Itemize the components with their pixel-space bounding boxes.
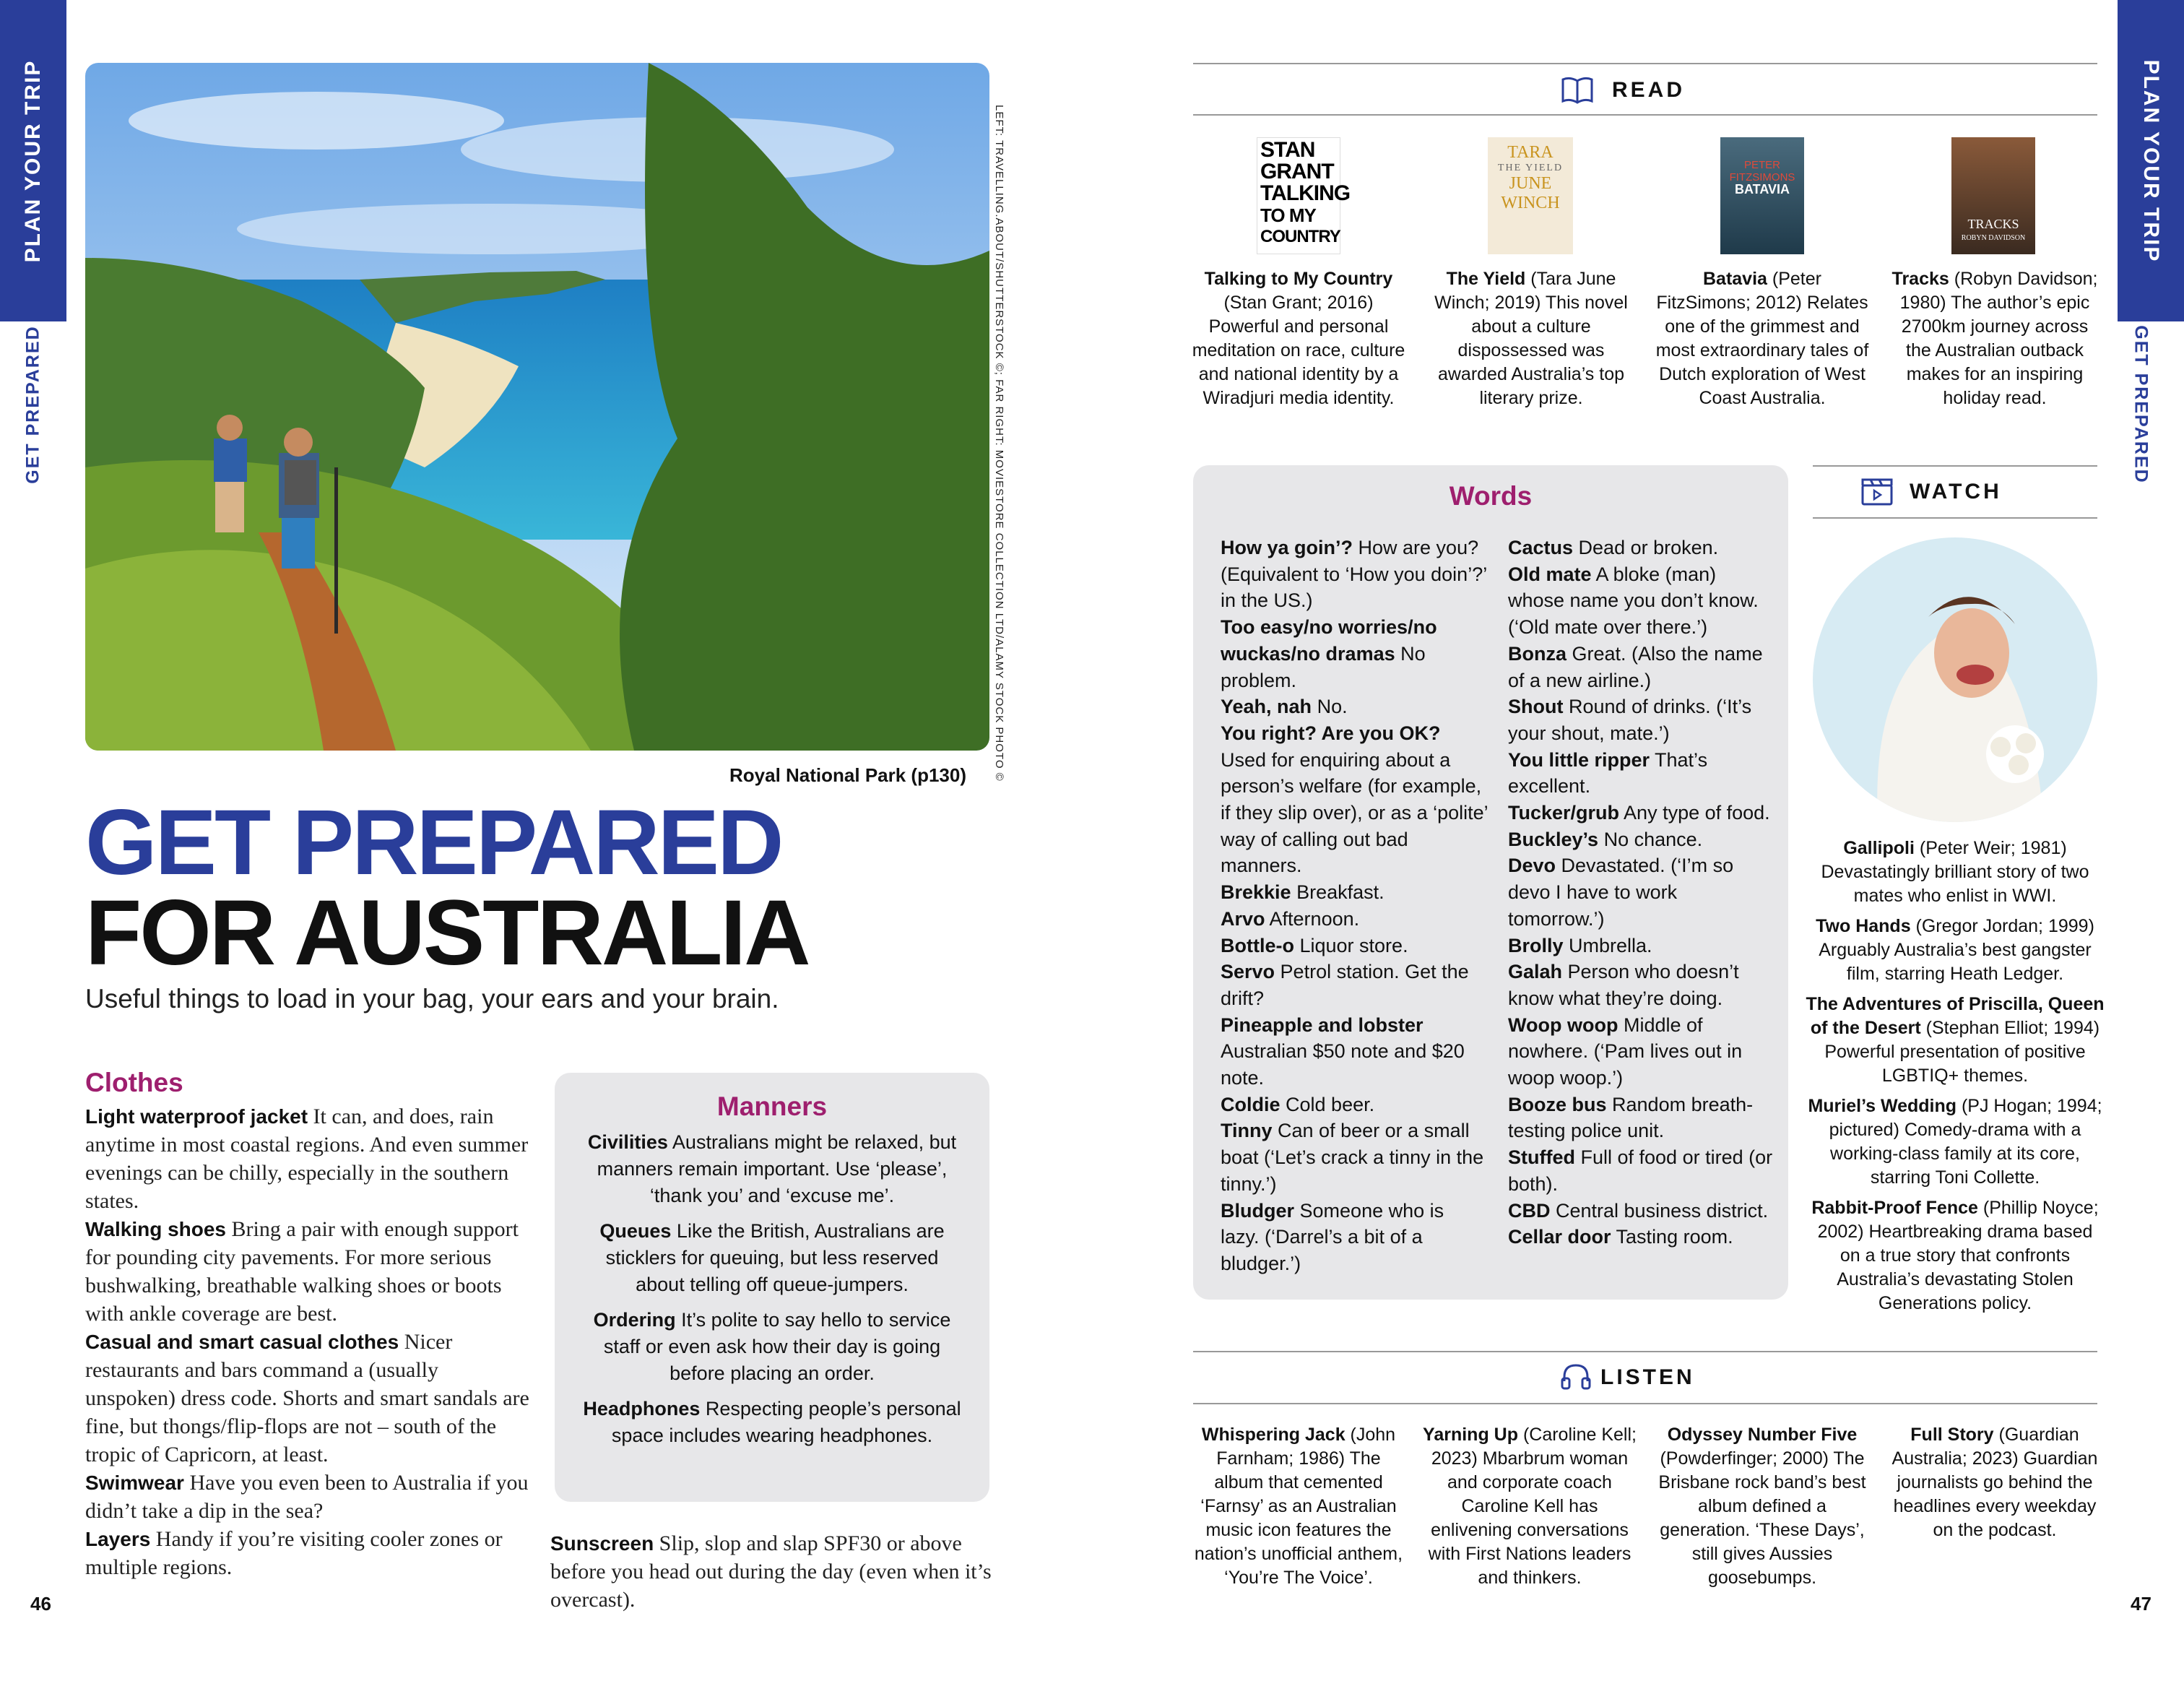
- cover-text: TRACKS: [1967, 217, 2019, 231]
- cover-text: PETER: [1743, 159, 1780, 171]
- headphones-icon: [1560, 1361, 1592, 1391]
- word-def: Breakfast.: [1291, 881, 1384, 904]
- clothes-term: Layers: [85, 1528, 151, 1550]
- clothes-text: Slip, slop and slap SPF30 or above before you head out during the day (even when it’s overcast).: [550, 1531, 992, 1612]
- word-def: Great. (Also the name of a new airline.): [1508, 642, 1763, 691]
- word-def: Cold beer.: [1280, 1093, 1375, 1115]
- film-entry: [1806, 1094, 2105, 1190]
- listen-item-text: (Powderfinger; 2000) The Brisbane rock band’s best album defined a generation. ‘These Days’, still gives Aussies goosebumps.: [1658, 1448, 1866, 1588]
- film-text: (Phillip Noyce; 2002) Heartbreaking drama based on a true story that confronts Australia’s devastating Stolen Generations policy.: [1817, 1198, 2099, 1313]
- word-entry: [1508, 1092, 1775, 1144]
- film-text: (Stephan Elliot; 1994) Powerful presentation of positive LGBTIQ+ themes.: [1824, 1018, 2100, 1086]
- word-def: No chance.: [1598, 828, 1703, 850]
- clothes-term: Swimwear: [85, 1472, 184, 1494]
- manners-item: [581, 1129, 963, 1209]
- clothes-section: [85, 1068, 533, 1581]
- book-title: Talking to My Country: [1204, 269, 1393, 289]
- word-term: How ya goin’?: [1221, 537, 1353, 558]
- sunscreen-item: [550, 1529, 998, 1614]
- word-def: Any type of food.: [1619, 802, 1770, 824]
- word-entry: [1508, 800, 1775, 826]
- clothes-term: Light waterproof jacket: [85, 1105, 308, 1128]
- film-title: Muriel’s Wedding: [1808, 1096, 1957, 1116]
- cover-text: FITZSIMONS: [1729, 171, 1795, 183]
- manners-term: Ordering: [593, 1309, 676, 1331]
- cover-text: TARA: [1507, 143, 1554, 162]
- manners-item: [581, 1396, 963, 1449]
- word-term: Tucker/grub: [1508, 802, 1620, 824]
- word-term: Coldie: [1221, 1093, 1280, 1115]
- word-entry: [1221, 879, 1488, 906]
- clothes-list: [85, 1102, 533, 1581]
- word-def: Australian $50 note and $20 note.: [1221, 1040, 1465, 1089]
- word-term: Yeah, nah: [1221, 696, 1312, 718]
- film-text: (Gregor Jordan; 1999) Arguably Australia’s best gangster film, starring Heath Ledger.: [1819, 916, 2094, 984]
- word-term: Cactus: [1508, 537, 1574, 558]
- word-def: No.: [1312, 696, 1348, 718]
- book-text: (Stan Grant; 2016) Powerful and personal meditation on race, culture and national identity by a Wiradjuri media identity.: [1192, 293, 1405, 408]
- clothes-term: Walking shoes: [85, 1218, 227, 1240]
- clothes-item: [85, 1215, 533, 1328]
- word-def: Used for enquiring about a person’s welfare (for example, if they slip over), or as a ‘polite’ way of calling out bad manners.: [1221, 748, 1488, 877]
- word-term: Woop woop: [1508, 1014, 1618, 1036]
- cover-text: GRANT: [1260, 160, 1334, 183]
- word-term: CBD: [1508, 1199, 1551, 1222]
- cover-text: STAN: [1260, 138, 1315, 162]
- listen-entry: [1886, 1423, 2103, 1542]
- film-entry: [1806, 837, 2105, 908]
- manners-text: Respecting people’s personal space includes wearing headphones.: [611, 1398, 961, 1446]
- chapter-label-right: GET PREPARED: [2131, 325, 2152, 484]
- word-def: How are you? (Equivalent to ‘How you doin’?’ in the US.): [1221, 537, 1487, 612]
- manners-title: Manners: [716, 1092, 828, 1121]
- side-tab-left: [0, 0, 66, 321]
- book-text: (Peter FitzSimons; 2012) Relates one of the grimmest and most extraordinary tales of Dutch exploration of West Coast Australia.: [1655, 269, 1869, 408]
- word-term: Brolly: [1508, 934, 1564, 956]
- divider: [1193, 1351, 2097, 1352]
- word-def: Middle of nowhere. (‘Pam lives out in woop woop.’): [1508, 1014, 1743, 1089]
- book-desc: [1655, 267, 1869, 410]
- word-term: Arvo: [1221, 907, 1265, 930]
- listen-entry: [1421, 1423, 1638, 1590]
- word-entry: [1221, 959, 1488, 1011]
- listen-entry: [1654, 1423, 1871, 1590]
- clothes-item: [85, 1525, 533, 1581]
- word-term: Buckley’s: [1508, 828, 1599, 850]
- section-label: PLAN YOUR TRIP: [21, 59, 45, 262]
- headline-subtitle: Useful things to load in your bag, your ears and your brain.: [85, 984, 779, 1014]
- word-def: Full of food or tired (or both).: [1508, 1146, 1773, 1195]
- word-entry: [1221, 1092, 1488, 1118]
- film-title: Gallipoli: [1843, 838, 1915, 858]
- word-entry: [1508, 1198, 1775, 1224]
- side-tab-right: [2118, 0, 2184, 321]
- film-entry: [1806, 993, 2105, 1088]
- clothes-item: [85, 1469, 533, 1525]
- film-entry: [1806, 915, 2105, 986]
- photo-caption: Royal National Park (p130): [729, 764, 966, 786]
- book-cover-tracks: [1951, 137, 2035, 254]
- cover-text: TO MY: [1260, 204, 1316, 226]
- word-term: Old mate: [1508, 563, 1592, 585]
- word-term: Shout: [1508, 696, 1564, 718]
- word-def: Devastated. (‘I’m so devo I have to work tomorrow.’): [1508, 855, 1734, 930]
- word-entry: [1221, 1198, 1488, 1277]
- word-entry: [1221, 614, 1488, 693]
- word-term: Galah: [1508, 961, 1563, 983]
- clothes-text: Nicer restaurants and bars command a (usually unspoken) dress code. Shorts and smart sandals are fine, but thongs/flip-flops are not – south of the tropic of Capricorn, at least.: [85, 1330, 529, 1466]
- word-entry: [1508, 747, 1775, 800]
- book-desc: [1192, 267, 1405, 410]
- listen-entry: [1190, 1423, 1407, 1590]
- word-def: Afternoon.: [1265, 907, 1360, 930]
- word-entry: [1508, 561, 1775, 641]
- listen-item-text: (Caroline Kell; 2023) Mbarbrum woman and corporate coach Caroline Kell has enlivening conversations with First Nations leaders and thinkers.: [1428, 1425, 1637, 1588]
- word-entry: [1508, 693, 1775, 746]
- book-title: The Yield: [1446, 269, 1526, 289]
- word-term: You little ripper: [1508, 748, 1650, 771]
- word-entry: [1508, 933, 1775, 959]
- watch-list: [1806, 837, 2105, 1322]
- word-entry: [1508, 826, 1775, 853]
- word-def: Central business district.: [1550, 1199, 1769, 1222]
- word-def: Round of drinks. (‘It’s your shout, mate.’): [1508, 696, 1752, 744]
- film-title: The Adventures of Priscilla, Queen of the Desert: [1806, 994, 2105, 1038]
- words-box: [1193, 465, 1788, 1300]
- read-title: READ: [1612, 78, 1686, 102]
- manners-text: It’s polite to say hello to service staff or even ask how their day is going before placing an order.: [603, 1309, 951, 1384]
- words-col-1: [1221, 535, 1488, 1277]
- word-def: Can of beer or a small boat (‘Let’s crack a tinny in the tinny.’): [1221, 1120, 1484, 1195]
- book-desc: [1424, 267, 1638, 410]
- manners-item: [581, 1218, 963, 1298]
- hero-photo: [85, 63, 989, 751]
- word-term: Devo: [1508, 855, 1556, 877]
- film-text: (PJ Hogan; 1994; pictured) Comedy-drama with a working-class family at its core, starring Toni Collette.: [1829, 1096, 2102, 1188]
- word-term: Bonza: [1508, 642, 1566, 665]
- cover-text: WINCH: [1501, 194, 1560, 212]
- book-cover-talking: [1257, 137, 1351, 254]
- word-term: Too easy/no worries/no wuckas/no dramas: [1221, 616, 1437, 665]
- word-def: Tasting room.: [1611, 1226, 1733, 1248]
- divider: [1813, 517, 2097, 519]
- word-entry: [1508, 852, 1775, 932]
- film-entry: [1806, 1196, 2105, 1315]
- cover-text: JUNE: [1509, 174, 1552, 193]
- word-term: Pineapple and lobster: [1221, 1014, 1424, 1036]
- word-def: Dead or broken.: [1573, 537, 1719, 558]
- film-title: Rabbit-Proof Fence: [1811, 1198, 1978, 1218]
- listen-item-title: Odyssey Number Five: [1667, 1425, 1858, 1445]
- watch-title: WATCH: [1910, 480, 2002, 504]
- listen-title: LISTEN: [1600, 1365, 1695, 1389]
- cover-text: BATAVIA: [1735, 182, 1790, 196]
- book-title: Tracks: [1892, 269, 1949, 289]
- word-entry: [1508, 535, 1775, 561]
- word-entry: [1508, 1144, 1775, 1197]
- word-def: Person who doesn’t know what they’re doing.: [1508, 961, 1739, 1009]
- clothes-term: Sunscreen: [550, 1532, 654, 1555]
- film-text: (Peter Weir; 1981) Devastatingly brilliant story of two mates who enlist in WWI.: [1821, 838, 2089, 906]
- book-text: (Robyn Davidson; 1980) The author’s epic 2700km journey across the Australian outback makes for an inspiring holiday read.: [1899, 269, 2098, 408]
- clothes-text: Have you even been to Australia if you didn’t take a dip in the sea?: [85, 1471, 529, 1523]
- word-term: Brekkie: [1221, 881, 1291, 904]
- divider: [1193, 1403, 2097, 1404]
- divider: [1193, 63, 2097, 64]
- divider: [1193, 114, 2097, 116]
- clapperboard-icon: [1860, 477, 1894, 506]
- listen-item-title: Whispering Jack: [1201, 1425, 1346, 1445]
- manners-term: Civilities: [587, 1131, 668, 1153]
- word-term: You right? Are you OK?: [1221, 722, 1441, 744]
- word-entry: [1221, 535, 1488, 614]
- manners-term: Queues: [599, 1220, 672, 1242]
- manners-text: Like the British, Australians are sticklers for queuing, but less reserved about telling off queue-jumpers.: [605, 1220, 945, 1295]
- book-text: (Tara June Winch; 2019) This novel about a culture dispossessed was awarded Australia’s top literary prize.: [1434, 269, 1628, 408]
- word-def: A bloke (man) whose name you don’t know. (‘Old mate over there.’): [1508, 563, 1759, 639]
- headline-line1: GET PREPARED: [85, 791, 782, 894]
- film-title: Two Hands: [1816, 916, 1911, 936]
- word-term: Servo: [1221, 961, 1275, 983]
- word-def: No problem.: [1221, 642, 1426, 691]
- clothes-term: Casual and smart casual clothes: [85, 1331, 399, 1353]
- word-def: Petrol station. Get the drift?: [1221, 961, 1469, 1009]
- word-entry: [1221, 693, 1488, 720]
- manners-box: [555, 1073, 989, 1502]
- listen-item-text: (John Farnham; 1986) The album that cemented ‘Farnsy’ as an Australian music icon features the nation’s unofficial anthem, ‘You’re The Voice’.: [1194, 1425, 1403, 1588]
- clothes-title: Clothes: [85, 1068, 183, 1097]
- word-entry: [1221, 1118, 1488, 1197]
- page-number-left: 46: [30, 1593, 51, 1615]
- book-desc: [1888, 267, 2102, 410]
- listen-item-title: Yarning Up: [1423, 1425, 1518, 1445]
- chapter-label-left: GET PREPARED: [22, 325, 43, 484]
- word-entry: [1221, 1012, 1488, 1092]
- word-entry: [1221, 720, 1488, 879]
- divider: [1813, 465, 2097, 467]
- listen-item-text: (Guardian Australia; 2023) Guardian journalists go behind the headlines every weekday on the podcast.: [1892, 1425, 2098, 1540]
- book-cover-batavia: [1720, 137, 1804, 254]
- book-cover-yield: [1488, 137, 1573, 254]
- word-entry: [1508, 959, 1775, 1011]
- clothes-text: Handy if you’re visiting cooler zones or multiple regions.: [85, 1527, 503, 1579]
- clothes-item: [85, 1328, 533, 1469]
- listen-item-title: Full Story: [1910, 1425, 1994, 1445]
- cover-text: ROBYN DAVIDSON: [1961, 234, 2026, 242]
- page-number-right: 47: [2131, 1593, 2152, 1615]
- word-def: Liquor store.: [1294, 934, 1408, 956]
- word-def: Random breath-testing police unit.: [1508, 1093, 1754, 1142]
- manners-text: Australians might be relaxed, but manners remain important. Use ‘please’, ‘thank you’ and ‘excuse me’.: [597, 1131, 957, 1206]
- cover-text: THE YIELD: [1497, 163, 1564, 173]
- book-title: Batavia: [1703, 269, 1767, 289]
- word-term: Stuffed: [1508, 1146, 1575, 1169]
- word-entry: [1508, 641, 1775, 693]
- clothes-item: [85, 1102, 533, 1215]
- words-title: Words: [1449, 481, 1533, 511]
- word-entry: [1221, 906, 1488, 933]
- word-term: Tinny: [1221, 1120, 1273, 1142]
- word-def: Someone who is lazy. (‘Darrel’s a bit of a bludger.’): [1221, 1199, 1444, 1274]
- word-term: Bottle-o: [1221, 934, 1294, 956]
- film-still-muriel: [1813, 537, 2097, 822]
- words-col-2: [1508, 535, 1775, 1250]
- word-term: Cellar door: [1508, 1226, 1611, 1248]
- word-entry: [1508, 1012, 1775, 1092]
- word-def: That’s excellent.: [1508, 748, 1708, 798]
- manners-term: Headphones: [583, 1398, 701, 1419]
- word-term: Booze bus: [1508, 1093, 1607, 1115]
- photo-credit: LEFT: TRAVELLING.ABOUT/SHUTTERSTOCK ©; FAR RIGHT: MOVIESTORE COLLECTION LTD/ALAMY STOCK PHOTO ©: [993, 105, 1005, 782]
- word-entry: [1221, 933, 1488, 959]
- cover-text: COUNTRY: [1260, 227, 1340, 246]
- word-entry: [1508, 1224, 1775, 1250]
- headline-line2: FOR AUSTRALIA: [85, 881, 809, 985]
- book-icon: [1560, 74, 1595, 105]
- word-def: Umbrella.: [1563, 934, 1652, 956]
- word-term: Bludger: [1221, 1199, 1295, 1222]
- clothes-text: It can, and does, rain anytime in most coastal regions. And even summer evenings can be chilly, especially in the southern states.: [85, 1105, 529, 1213]
- clothes-text: Bring a pair with enough support for pounding city pavements. For more serious bushwalking, breathable walking shoes or boots with ankle coverage are best.: [85, 1217, 519, 1326]
- manners-item: [581, 1307, 963, 1387]
- cover-text: TALKING: [1260, 181, 1351, 205]
- section-label: PLAN YOUR TRIP: [2139, 59, 2163, 262]
